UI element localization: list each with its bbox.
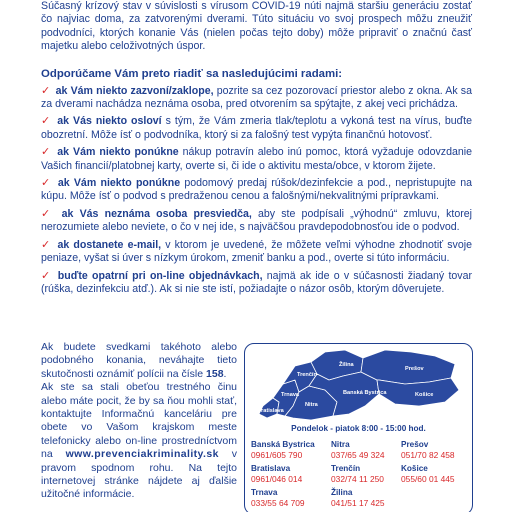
map-label-presov: Prešov (405, 366, 424, 372)
contact-phone[interactable]: 033/55 64 709 (251, 498, 305, 508)
police-number: 158 (206, 367, 224, 380)
tip-bold: buďte opatrní pri on-line objednávkach, (57, 269, 263, 282)
contact-phone[interactable]: 0961/605 790 (251, 450, 303, 460)
tip-bold: ak Vás niekto osloví (57, 115, 162, 128)
checkmark-icon: ✓ (41, 238, 52, 251)
contact-banska-bystrica (251, 440, 323, 460)
tip-item (41, 239, 472, 266)
map-label-kosice: Košice (415, 392, 434, 398)
victim-paragraph (41, 381, 237, 502)
contact-city: Košice (401, 464, 428, 473)
checkmark-icon: ✓ (41, 115, 52, 128)
tip-item (41, 115, 472, 142)
checkmark-icon: ✓ (41, 269, 52, 282)
tip-item (41, 270, 472, 297)
regional-offices-box (244, 343, 473, 512)
map-label-nitra: Nitra (305, 402, 318, 408)
tip-text: podomový predaj rúšok/dezinfekcie a pod., nepristupujte na kúpu. Môže ísť o podvod s predraženou cenou a falošnými/nekvalitnými prípravkami. (41, 177, 472, 203)
contact-city: Trenčín (331, 464, 361, 473)
contact-phone[interactable]: 032/74 11 250 (331, 474, 384, 484)
contact-phone[interactable]: 037/65 49 324 (331, 450, 385, 460)
prevention-website-link[interactable]: www.prevenciakriminality.sk (65, 448, 219, 461)
tip-text: najmä ak ide o v súčasnosti žiadaný tovar (rúška, dezinfekciu atď.). Ak si nie ste istí, požiadajte o názor osôb, ktorým dôverujete. (41, 269, 473, 295)
tip-bold: ak Vám niekto ponúkne (57, 177, 181, 190)
contact-trnava (251, 488, 323, 508)
tip-item (41, 146, 472, 173)
victim-text: Ak ste sa stali obeťou trestného činu alebo máte pocit, že by sa ňou mohli stať, kontaktujte Informačnú kanceláriu pre obete vo Vašom krajskom meste telefonicky alebo on-line prostredníctvom na (41, 381, 237, 461)
report-text: Ak budete svedkami takéhoto alebo podobného konania, neváhajte tieto skutočnosti oznámiť polícii na čísle (41, 341, 237, 380)
contact-kosice (401, 464, 473, 484)
map-label-zilina: Žilina (339, 362, 354, 368)
contact-trencin (331, 464, 403, 484)
report-paragraph (41, 341, 237, 381)
tip-item (41, 208, 472, 235)
contact-city: Bratislava (251, 464, 291, 473)
map-label-banska-bystrica: Banská Bystrica (343, 390, 387, 396)
contact-city: Prešov (401, 440, 429, 449)
tip-text: s tým, že Vám zmeria tlak/teplotu a vykoná test na vírus, buďte obozretní. Môže ísť o podvodníka, ktorý si za falošný test vypýta finančnú hotovosť. (41, 115, 472, 141)
intro-paragraph: Súčasný krízový stav v súvislosti s vírusom COVID-19 núti najmä staršiu generáciu zostať čo najviac doma, za zatvorenými dverami. Túto situáciu vo svoj prospech môžu zneužiť podvodníci, ktorých konanie Vás (nielen počas tejto doby) môže pripraviť o značnú časť majetku alebo celoživotných úspor. (41, 0, 472, 53)
map-label-trencin: Trenčín (297, 372, 317, 378)
tips-list (41, 85, 472, 297)
contact-nitra (331, 440, 403, 460)
contact-city: Banská Bystrica (251, 440, 315, 449)
tip-text: aby ste podpísali „výhodnú“ zmluvu, ktorej nerozumiete alebo neviete, o čo v nej ide, s najväčšou pravdepodobnosťou ide o podvod. (41, 207, 472, 234)
contact-bratislava (251, 464, 323, 484)
contact-city: Žilina (331, 488, 353, 497)
office-hours: Pondelok - piatok 8:00 - 15:00 hod. (291, 424, 426, 433)
checkmark-icon: ✓ (41, 84, 51, 97)
tip-bold: ak Vám niekto zazvoní/zaklope, (55, 84, 214, 97)
checkmark-icon: ✓ (41, 146, 52, 159)
contact-phone[interactable]: 055/60 01 445 (401, 474, 455, 484)
checkmark-icon: ✓ (41, 177, 52, 190)
recommendation-heading: Odporúčame Vám preto riadiť sa nasledujúcimi radami: (41, 67, 343, 80)
tip-item (41, 85, 472, 112)
tip-bold: ak Vám niekto ponúkne (57, 146, 179, 159)
contact-info-text (41, 341, 237, 502)
report-end: . (223, 367, 227, 380)
tip-bold: ak Vás neznáma osoba presviedča, (61, 207, 252, 220)
website-info-text: v pravom spodnom rohu. Na tejto internetovej stránke nájdete aj ďalšie užitočné informácie. (41, 448, 237, 501)
slovakia-map (245, 344, 473, 424)
tip-text: pozrite sa cez pozorovací priestor alebo z okna. Ak sa za dverami nachádza neznáma osoba, pred otvorením sa spýtajte, z akej veci prichádza. (41, 84, 472, 111)
contact-presov (401, 440, 473, 460)
contact-phone[interactable]: 0961/046 014 (251, 474, 303, 484)
contact-city: Nitra (331, 440, 350, 449)
checkmark-icon: ✓ (41, 207, 54, 220)
tip-item (41, 177, 472, 204)
contact-phone[interactable]: 051/70 82 458 (401, 450, 455, 460)
map-label-bratislava: Bratislava (257, 408, 284, 414)
tip-text: v ktorom je uvedené, že môžete veľmi výhodne zhodnotiť svoje peniaze, vyšat si úver s nízkym úrokom, zmeniť banku a pod., overte si túto informáciu. (41, 238, 472, 265)
contact-zilina (331, 488, 403, 508)
bottom-section (41, 341, 473, 512)
contact-city: Trnava (251, 488, 278, 497)
tip-bold: ak dostanete e-mail, (57, 238, 162, 251)
map-label-trnava: Trnava (281, 392, 300, 398)
tip-text: nákup potravín alebo inú pomoc, ktorá vyžaduje odovzdanie Vašich financií/platobnej karty, overte si, či ide o aktivitu mesta/obce, v ktorom žijete. (41, 146, 473, 172)
contact-phone[interactable]: 041/51 17 425 (331, 498, 385, 508)
map-regions (259, 350, 459, 420)
